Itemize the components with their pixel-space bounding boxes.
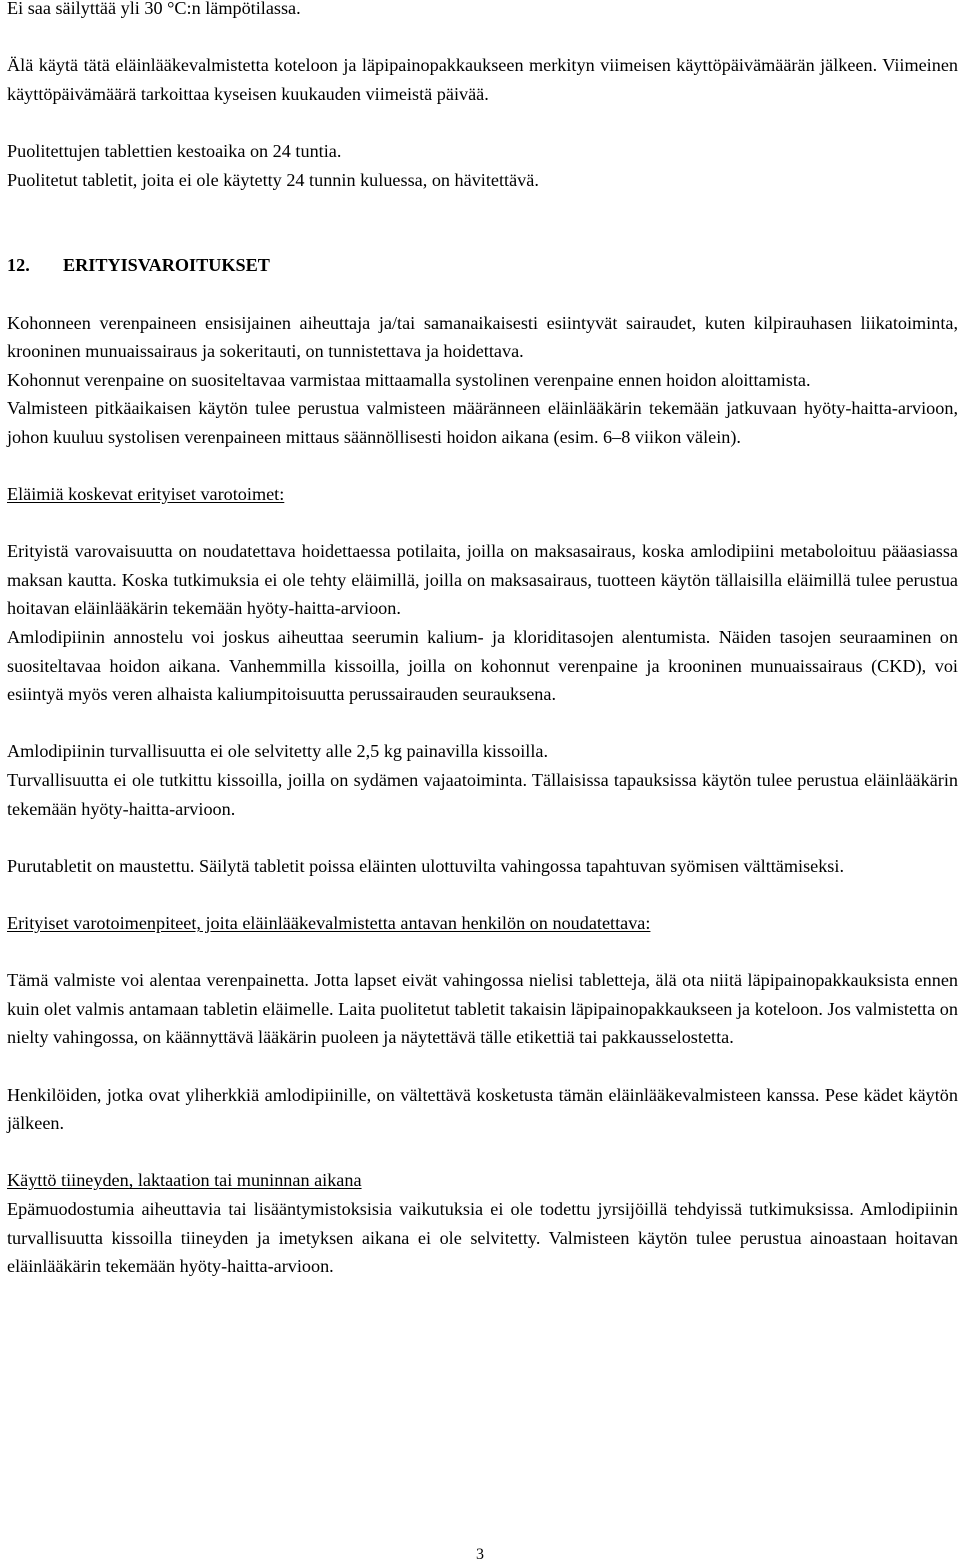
- animal-precautions-paragraph-4: Turvallisuutta ei ole tutkittu kissoilla, joilla on sydämen vajaatoiminta. Tällaisissa tapauksissa käytön tulee perustua eläinlääkärin tekemään hyöty-haitta-arvioon.: [7, 770, 958, 819]
- halved-tablets-shelf-life: Puolitettujen tablettien kestoaika on 24 tuntia.: [7, 140, 342, 161]
- pregnancy-heading: Käyttö tiineyden, laktaation tai muninnan aikana: [7, 1170, 362, 1191]
- halved-tablets-disposal: Puolitetut tabletit, joita ei ole käytetty 24 tunnin kuluessa, on hävitettävä.: [7, 169, 539, 190]
- animal-precautions-paragraph-2: Amlodipiinin annostelu voi joskus aiheuttaa seerumin kalium- ja kloriditasojen alentumista. Näiden tasojen seuraaminen on suositeltavaa hoidon aikana. Vanhemmilla kissoilla, joilla on kohonnut verenpaine ja krooninen munuaissairaus (CKD), voi esiintyä myös veren alhaista kaliumpitoisuutta perussairauden seurauksena.: [7, 627, 958, 705]
- document-page: [7, 0, 958, 1281]
- animal-precautions-paragraph-5: Purutabletit on maustettu. Säilytä tabletit poissa eläinten ulottuvilta vahingossa tapahtuvan syömisen välttämiseksi.: [7, 855, 844, 876]
- user-precautions-heading: Erityiset varotoimenpiteet, joita eläinlääkevalmistetta antavan henkilön on noudatettava:: [7, 913, 651, 933]
- page-number: 3: [476, 1546, 484, 1563]
- storage-temperature-text: Ei saa säilyttää yli 30 °C:n lämpötilassa.: [7, 0, 301, 18]
- animal-precautions-paragraph-1: Erityistä varovaisuutta on noudatettava hoidettaessa potilaita, joilla on maksasairaus, koska amlodipiini metaboloituu pääasiassa maksan kautta. Koska tutkimuksia ei ole tehty eläimillä, joilla on maksasairaus, tuotteen käytön tällaisilla eläimillä tulee perustua hoitavan eläinlääkärin tekemään hyöty-haitta-arvioon.: [7, 541, 958, 619]
- section-12-heading: [7, 251, 958, 280]
- warnings-paragraph-3: Valmisteen pitkäaikaisen käytön tulee perustua valmisteen määränneen eläinlääkärin tekemään jatkuvaan hyöty-haitta-arvioon, johon kuuluu systolisen verenpaineen mittaus säännöllisesti hoidon aikana (esim. 6–8 viikon välein).: [7, 398, 958, 447]
- warnings-paragraph-1: Kohonneen verenpaineen ensisijainen aiheuttaja ja/tai samanaikaisesti esiintyvät sairaudet, kuten kilpirauhasen liikatoiminta, krooninen munuaissairaus ja sokeritauti, on tunnistettava ja hoidettava.: [7, 312, 958, 362]
- warnings-paragraph-2: Kohonnut verenpaine on suositeltavaa varmistaa mittaamalla systolinen verenpaine ennen hoidon aloittamista.: [7, 369, 811, 390]
- animal-precautions-paragraph-3: Amlodipiinin turvallisuutta ei ole selvitetty alle 2,5 kg painavilla kissoilla.: [7, 741, 548, 762]
- pregnancy-paragraph: Epämuodostumia aiheuttavia tai lisääntymistoksisia vaikutuksia ei ole todettu jyrsijöillä tehdyissä tutkimuksissa. Amlodipiinin turvallisuutta kissoilla tiineyden ja imetyksen aikana ei ole selvitetty. Valmisteen käytön tulee perustua ainoastaan hoitavan eläinlääkärin tekemään hyöty-haitta-arvioon.: [7, 1198, 958, 1277]
- user-precautions-paragraph-1: Tämä valmiste voi alentaa verenpainetta. Jotta lapset eivät vahingossa nielisi tabletteja, älä ota niitä läpipainopakkauksista ennen kuin olet valmis antamaan tabletin eläimelle. Laita puolitetut tabletit takaisin läpipainopakkaukseen ja koteloon. Jos valmistetta on nielty vahingossa, on käännyttävä lääkärin puoleen ja näytettävä tälle etikettiä tai pakkausselostetta.: [7, 970, 958, 1048]
- section-title: ERITYISVAROITUKSET: [63, 255, 270, 276]
- animal-precautions-heading: Eläimiä koskevat erityiset varotoimet:: [7, 484, 285, 505]
- user-precautions-paragraph-2: Henkilöiden, jotka ovat yliherkkiä amlodipiinille, on vältettävä kosketusta tämän eläinlääkevalmisteen kanssa. Pese kädet käytön jälkeen.: [7, 1084, 958, 1134]
- section-number: 12.: [7, 255, 30, 276]
- expiry-paragraph: Älä käytä tätä eläinlääkevalmistetta koteloon ja läpipainopakkaukseen merkityn viimeisen käyttöpäivämäärän jälkeen. Viimeinen käyttöpäivämäärä tarkoittaa kyseisen kuukauden viimeistä päivää.: [7, 55, 958, 104]
